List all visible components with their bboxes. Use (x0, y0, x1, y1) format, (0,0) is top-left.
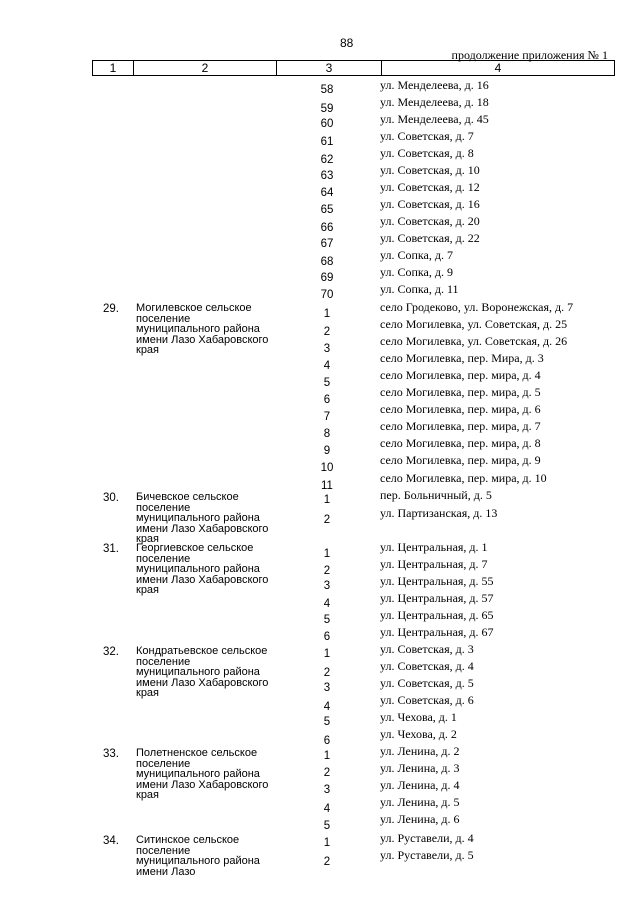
row-number: 3 (323, 784, 331, 796)
row-address: ул. Советская, д. 16 (380, 197, 480, 211)
row-number: 4 (323, 360, 331, 372)
row-address: село Могилевка, пер. мира, д. 10 (380, 471, 547, 485)
table-header (92, 60, 615, 76)
row-address: ул. Менделеева, д. 16 (380, 78, 489, 92)
group-number: 34. (103, 835, 119, 847)
row-address: ул. Советская, д. 3 (380, 642, 474, 656)
header-col-3: 3 (277, 61, 382, 76)
row-address: ул. Центральная, д. 55 (380, 574, 494, 588)
row-address: ул. Менделеева, д. 18 (380, 95, 489, 109)
header-col-4: 4 (382, 61, 615, 76)
row-address: ул. Ленина, д. 5 (380, 795, 460, 809)
group-name: Ситинское сельское поселение муниципального района имени Лазо (136, 834, 260, 878)
continuation-label: продолжение приложения № 1 (451, 48, 608, 62)
row-number: 2 (323, 767, 331, 779)
row-address: пер. Больничный, д. 5 (380, 488, 492, 502)
row-address: ул. Сопка, д. 9 (380, 265, 453, 279)
row-address: ул. Центральная, д. 67 (380, 625, 494, 639)
row-number: 3 (323, 682, 331, 694)
row-number: 4 (323, 701, 331, 713)
row-address: ул. Советская, д. 22 (380, 231, 480, 245)
row-number: 2 (323, 326, 331, 338)
row-number: 3 (323, 343, 331, 355)
row-number: 1 (323, 837, 331, 849)
row-address: ул. Менделеева, д. 45 (380, 112, 489, 126)
row-number: 2 (323, 856, 331, 868)
row-number: 70 (320, 289, 334, 301)
row-address: ул. Советская, д. 20 (380, 214, 480, 228)
row-number: 67 (320, 238, 334, 250)
row-number: 3 (323, 580, 331, 592)
row-number: 58 (320, 84, 334, 96)
row-number: 1 (323, 548, 331, 560)
row-number: 1 (323, 308, 331, 320)
row-number: 5 (323, 716, 331, 728)
row-address: село Могилевка, ул. Советская, д. 26 (380, 334, 568, 348)
row-address: село Могилевка, пер. мира, д. 8 (380, 436, 541, 450)
row-address: ул. Центральная, д. 65 (380, 608, 494, 622)
row-number: 1 (323, 648, 331, 660)
row-number: 2 (323, 565, 331, 577)
row-address: ул. Партизанская, д. 13 (380, 506, 498, 520)
header-col-2: 2 (134, 61, 277, 76)
row-number: 11 (321, 480, 333, 492)
row-number: 9 (323, 445, 331, 457)
row-number: 4 (323, 598, 331, 610)
row-address: ул. Руставели, д. 4 (380, 831, 474, 845)
row-address: село Гродеково, ул. Воронежская, д. 7 (380, 300, 574, 314)
row-number: 60 (320, 118, 334, 130)
row-address: ул. Руставели, д. 5 (380, 848, 474, 862)
row-number: 63 (320, 170, 334, 182)
group-number: 33. (103, 748, 119, 760)
row-number: 62 (320, 154, 334, 166)
group-number: 29. (103, 303, 119, 315)
row-address: село Могилевка, пер. мира, д. 6 (380, 402, 541, 416)
group-name: Кондратьевское сельское поселение муниципального района имени Лазо Хабаровского края (136, 645, 269, 699)
row-number: 69 (320, 272, 334, 284)
row-address: ул. Советская, д. 7 (380, 129, 474, 143)
row-number: 6 (323, 631, 331, 643)
row-address: ул. Центральная, д. 57 (380, 591, 494, 605)
row-address: ул. Советская, д. 12 (380, 180, 480, 194)
row-number: 10 (320, 462, 334, 474)
row-number: 61 (320, 136, 334, 148)
row-address: ул. Советская, д. 10 (380, 163, 480, 177)
row-address: село Могилевка, пер. мира, д. 4 (380, 368, 541, 382)
row-address: село Могилевка, пер. мира, д. 9 (380, 453, 541, 467)
row-address: село Могилевка, пер. мира, д. 5 (380, 385, 541, 399)
row-address: ул. Ленина, д. 2 (380, 744, 460, 758)
row-address: ул. Чехова, д. 2 (380, 727, 457, 741)
row-address: село Могилевка, пер. Мира, д. 3 (380, 351, 544, 365)
row-address: ул. Чехова, д. 1 (380, 710, 457, 724)
row-address: ул. Советская, д. 6 (380, 693, 474, 707)
row-number: 68 (320, 256, 334, 268)
row-address: село Могилевка, пер. мира, д. 7 (380, 419, 541, 433)
group-name: Георгиевское сельское поселение муниципального района имени Лазо Хабаровского края (136, 542, 269, 596)
row-address: ул. Сопка, д. 11 (380, 282, 459, 296)
row-address: ул. Советская, д. 5 (380, 676, 474, 690)
row-number: 1 (323, 494, 331, 506)
row-address: ул. Ленина, д. 4 (380, 778, 460, 792)
group-number: 31. (103, 543, 119, 555)
row-number: 2 (323, 514, 331, 526)
group-number: 30. (103, 492, 119, 504)
row-number: 59 (320, 103, 334, 115)
row-address: ул. Советская, д. 8 (380, 146, 474, 160)
row-number: 65 (320, 204, 334, 216)
header-row (93, 61, 615, 76)
row-address: ул. Ленина, д. 6 (380, 812, 460, 826)
group-name: Бичевское сельское поселение муниципального района имени Лазо Хабаровского края (136, 491, 269, 545)
row-address: село Могилевка, ул. Советская, д. 25 (380, 317, 568, 331)
row-address: ул. Центральная, д. 1 (380, 540, 488, 554)
row-address: ул. Ленина, д. 3 (380, 761, 460, 775)
row-number: 7 (323, 411, 331, 423)
row-address: ул. Советская, д. 4 (380, 659, 474, 673)
page-number: 88 (340, 36, 354, 50)
row-number: 64 (320, 187, 334, 199)
group-name: Могилевское сельское поселение муниципального района имени Лазо Хабаровского края (136, 302, 269, 356)
row-number: 5 (323, 377, 331, 389)
header-col-1: 1 (93, 61, 134, 76)
row-number: 8 (323, 428, 331, 440)
row-number: 5 (323, 820, 331, 832)
row-number: 5 (323, 614, 331, 626)
group-number: 32. (103, 646, 119, 658)
row-number: 4 (323, 803, 331, 815)
row-number: 6 (323, 735, 331, 747)
row-number: 66 (320, 222, 334, 234)
row-number: 1 (323, 750, 331, 762)
row-address: ул. Центральная, д. 7 (380, 557, 488, 571)
row-address: ул. Сопка, д. 7 (380, 248, 453, 262)
row-number: 6 (323, 394, 331, 406)
row-number: 2 (323, 667, 331, 679)
group-name: Полетненское сельское поселение муниципального района имени Лазо Хабаровского края (136, 747, 269, 801)
